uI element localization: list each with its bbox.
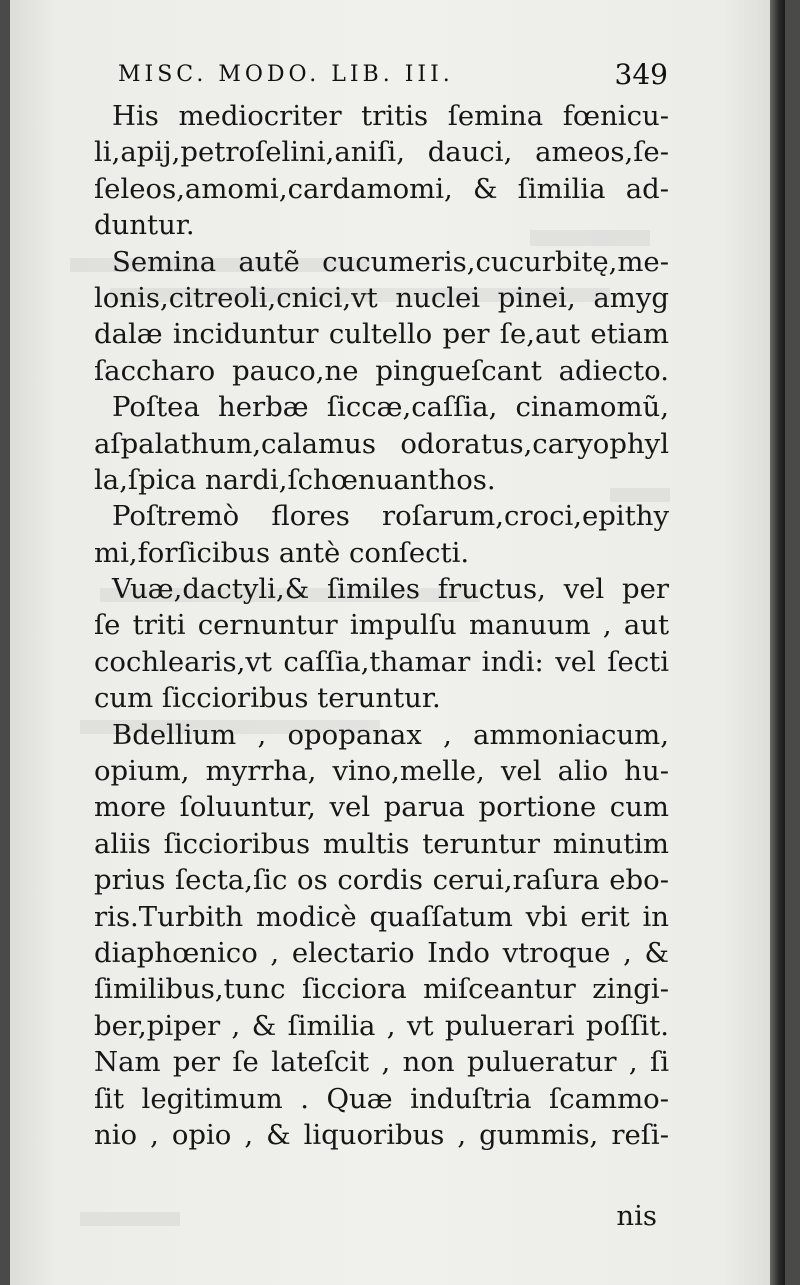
body-text bbox=[94, 98, 669, 1153]
text-line: lonis,citreoli,cnici,vt nuclei pinei, amyg bbox=[94, 281, 669, 314]
text-line: la,ſpica nardi,ſchœnuanthos. bbox=[94, 463, 496, 496]
text-line: ſimilibus,tunc ſicciora miſceantur zingi- bbox=[94, 973, 669, 1006]
text-line: Poſtea herbæ ſiccæ,caſſia, cinamomũ, bbox=[112, 391, 669, 424]
text-line: aliis ſiccioribus multis teruntur minutim bbox=[94, 827, 669, 860]
catchword: nis bbox=[616, 1200, 657, 1232]
text-line: ſit legitimum . Quæ induſtria ſcammo- bbox=[94, 1082, 669, 1115]
text-line: duntur. bbox=[94, 209, 195, 242]
text-line: Vuæ,dactyli,& ſimiles fructus, vel per bbox=[112, 573, 669, 606]
text-line: prius ſecta,ſic os cordis cerui,raſura ebo- bbox=[94, 864, 669, 897]
text-line: ſe triti cernuntur impulſu manuum , aut bbox=[94, 609, 669, 642]
text-line: ber,piper , & ſimilia , vt puluerari poſſit. bbox=[94, 1009, 669, 1042]
text-line: ſeleos,amomi,cardamomi, & ſimilia ad- bbox=[94, 172, 669, 205]
text-line: His mediocriter tritis ſemina fœnicu- bbox=[112, 100, 669, 132]
text-line: nio , opio , & liquoribus , gummis, reſi- bbox=[94, 1118, 669, 1151]
text-line: dalæ inciduntur cultello per ſe,aut etiam bbox=[94, 318, 669, 351]
running-head: MISC. MODO. LIB. III. bbox=[118, 62, 454, 87]
text-line: Poſtremò flores roſarum,croci,epithy bbox=[112, 500, 669, 533]
text-line: cochlearis,vt caſſia,thamar indi: vel ſecti bbox=[94, 645, 669, 678]
text-line: Semina autẽ cucumeris,cucurbitę,me- bbox=[112, 245, 669, 278]
text-line: Bdellium , opopanax , ammoniacum, bbox=[112, 718, 669, 751]
text-line: mi,forſicibus antè conſecti. bbox=[94, 536, 470, 569]
text-line: li,apij,petroſelini,aniſi, dauci, ameos,ſe- bbox=[94, 136, 669, 169]
book-page bbox=[10, 0, 785, 1285]
text-line: ſaccharo pauco,ne pingueſcant adiecto. bbox=[94, 354, 669, 387]
text-line: ris.Turbith modicè quaſſatum vbi erit in bbox=[94, 900, 669, 933]
text-line: Nam per ſe lateſcit , non pulueratur , ſi bbox=[94, 1046, 669, 1079]
page-edge-shadow bbox=[770, 0, 785, 1285]
text-line: cum ſiccioribus teruntur. bbox=[94, 682, 441, 715]
text-line: diaphœnico , electario Indo vtroque , & bbox=[94, 936, 669, 969]
page-header bbox=[118, 58, 668, 94]
text-line: opium, myrrha, vino,melle, vel alio hu- bbox=[94, 755, 669, 788]
text-line: more ſoluuntur, vel parua portione cum bbox=[94, 791, 669, 824]
text-line: aſpalathum,calamus odoratus,caryophyl bbox=[94, 427, 669, 460]
page-number: 349 bbox=[614, 58, 668, 91]
